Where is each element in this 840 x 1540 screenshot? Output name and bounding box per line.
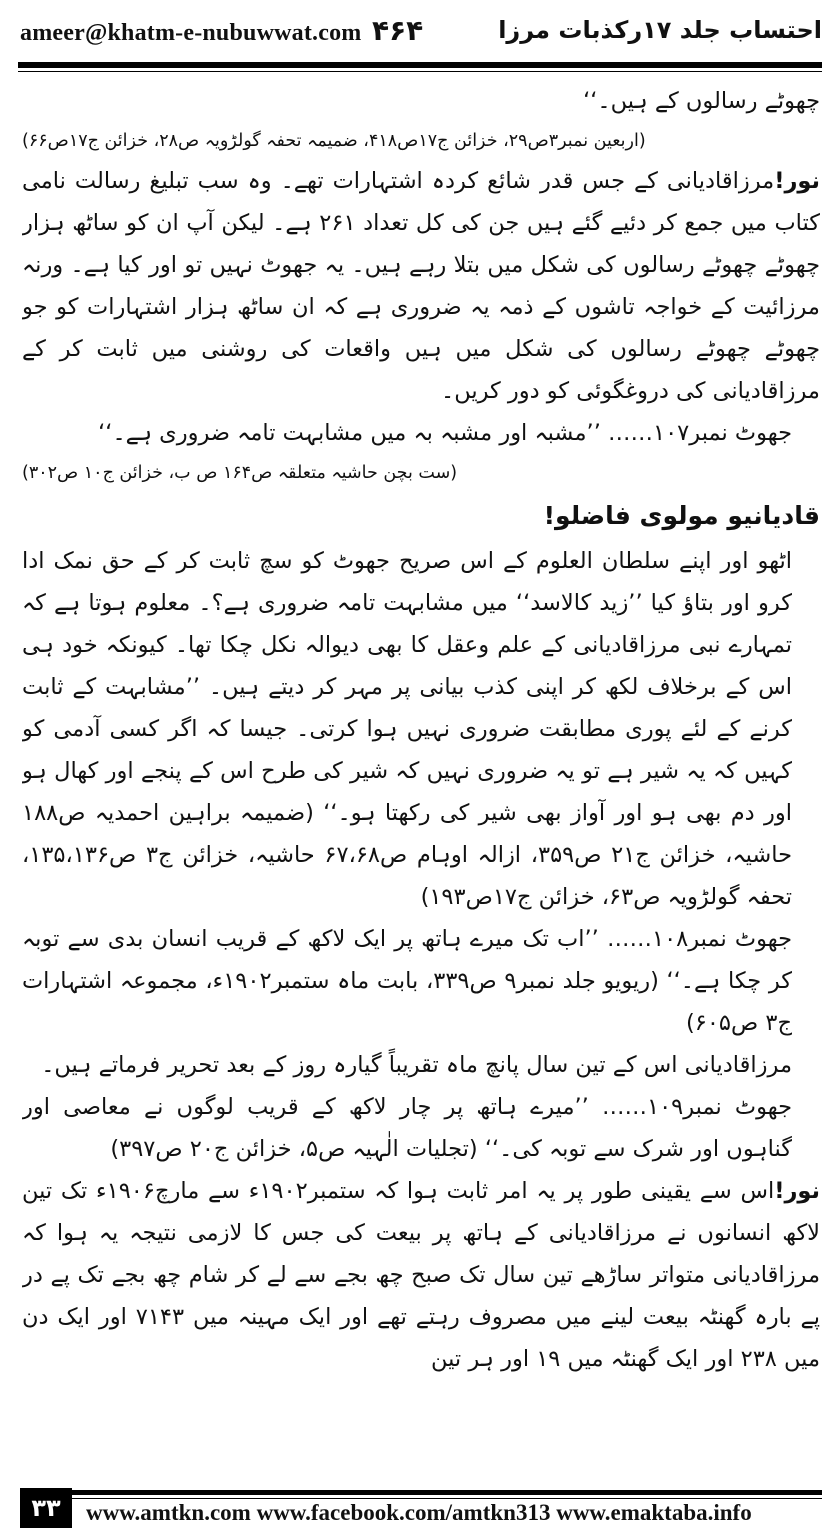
header-email: ameer@khatm-e-nubuwwat.com: [20, 20, 362, 46]
footer-page-number: ۳۳: [20, 1488, 72, 1528]
footer-rule-thin: [72, 1498, 822, 1499]
body-paragraph: [22, 412, 820, 454]
reference-citation: [22, 122, 820, 160]
page-body: [22, 80, 820, 1480]
paragraph-text: (ست بچن حاشیہ متعلقہ ص۱۶۴ ص ب، خزائن ج۱۰ ص۳۰۲): [22, 463, 458, 483]
page-header: [20, 8, 822, 60]
body-paragraph: [22, 80, 820, 122]
paragraph-text: مرزاقادیانی کے جس قدر شائع کردہ اشتہارات تھے۔ وہ سب تبلیغ رسالت نامی کتاب میں جمع کر دئیے گئے ہیں جن کی کل تعداد ۲۶۱ ہے۔ لیکن آپ ان کو ساٹھ ہزار چھوٹے چھوٹے رسالوں کی شکل میں بتلا رہے ہیں۔ یہ جھوٹ نہیں تو اور کیا ہے۔ ورنہ مرزائیت کے خواجہ تاشوں کے ذمہ یہ ضروری ہے کہ ان ساٹھ ہزار اشتہارات کو جو چھوٹے چھوٹے رسالوں کی شکل میں ہیں واقعات کی روشنی میں ثابت کر کے مرزاقادیانی کی دروغگوئی کو دور کریں۔: [22, 168, 820, 404]
paragraph-text: جھوٹ نمبر۱۰۷…… ’’مشبہ اور مشبہ بہ میں مشابہت تامہ ضروری ہے۔‘‘: [98, 420, 792, 446]
body-paragraph: [22, 540, 820, 918]
reference-citation: [22, 454, 820, 492]
header-page-number: ۴۶۴: [372, 14, 424, 47]
body-paragraph: [22, 160, 820, 412]
body-paragraph: [22, 1170, 820, 1380]
paragraph-text: چھوٹے رسالوں کے ہیں۔‘‘: [583, 88, 820, 114]
paragraph-text: جھوٹ نمبر۱۰۹…… ’’میرے ہاتھ پر چار لاکھ کے قریب لوگوں نے معاصی اور گناہوں اور شرک سے توبہ کی۔‘‘ (تجلیات الٰہیہ ص۵، خزائن ج۲۰ ص۳۹۷): [22, 1094, 792, 1162]
header-rule-thin: [18, 71, 822, 72]
lead-word: نور!: [774, 1178, 820, 1204]
header-rule-thick: [18, 62, 822, 68]
lead-word: نور!: [774, 168, 820, 194]
body-paragraph: [22, 1086, 820, 1170]
footer-website-links: www.amtkn.com www.facebook.com/amtkn313 www.emaktaba.info: [86, 1500, 752, 1525]
body-paragraph: [22, 918, 820, 1044]
paragraph-text: مرزاقادیانی اس کے تین سال پانچ ماہ تقریباً گیارہ روز کے بعد تحریر فرماتے ہیں۔: [41, 1052, 792, 1078]
paragraph-text: (اربعین نمبر۳ص۲۹، خزائن ج۱۷ص۴۱۸، ضمیمہ تحفہ گولڑویہ ص۲۸، خزائن ج۱۷ص۶۶): [22, 131, 646, 151]
body-paragraph: [22, 1044, 820, 1086]
paragraph-text: جھوٹ نمبر۱۰۸…… ’’اب تک میرے ہاتھ پر ایک لاکھ کے قریب انسان بدی سے توبہ کر چکا ہے۔‘‘ (ریویو جلد نمبر۹ ص۳۳۹، بابت ماہ ستمبر۱۹۰۲ء، مجموعہ اشتہارات ج۳ ص۶۰۵): [22, 926, 792, 1036]
section-heading: [22, 492, 820, 540]
header-book-title: احتساب جلد ۱۷رکذبات مرزا: [498, 16, 822, 44]
footer-rule-thick: [72, 1490, 822, 1495]
paragraph-text: قادیانیو مولوی فاضلو!: [543, 501, 820, 530]
paragraph-text: اٹھو اور اپنے سلطان العلوم کے اس صریح جھوٹ کو سچ ثابت کر کے حق نمک ادا کرو اور بتاؤ کیا ’’زید کالاسد‘‘ میں مشابہت تامہ ضروری ہے؟۔ معلوم ہوتا ہے کہ تمہارے نبی مرزاقادیانی کے علم وعقل کا بھی دیوالہ نکل چکا تھا۔ کیونکہ خود ہی اس کے برخلاف لکھ کر اپنی کذب بیانی پر مہر کر دیتے ہیں۔ ’’مشابہت کے ثابت کرنے کے لئے پوری مطابقت ضروری نہیں ہوا کرتی۔ جیسا کہ اگر کسی آدمی کو کہیں کہ یہ شیر ہے تو یہ ضروری نہیں کہ شیر کی طرح اس کے پنجے اور کھال ہو اور دم بھی ہو اور آواز بھی شیر کی رکھتا ہو۔‘‘ (ضمیمہ براہین احمدیہ ص۱۸۸ حاشیہ، خزائن ج۲۱ ص۳۵۹، ازالہ اوہام ص۶۷،۶۸ حاشیہ، خزائن ج۳ ص۱۳۵،۱۳۶، تحفہ گولڑویہ ص۶۳، خزائن ج۱۷ص۱۹۳): [22, 548, 793, 910]
paragraph-text: اس سے یقینی طور پر یہ امر ثابت ہوا کہ ستمبر۱۹۰۲ء سے مارچ۱۹۰۶ء تک تین لاکھ انسانوں نے مرزاقادیانی کے ہاتھ پر بیعت کی جس کا لازمی نتیجہ یہ ہوا کہ مرزاقادیانی متواتر ساڑھے تین سال تک صبح چھ بجے سے لے کر شام چھ بجے تک پے در پے بارہ گھنٹہ بیعت لینے میں مصروف رہتے تھے اور ایک مہینہ میں ۷۱۴۳ اور ایک دن میں ۲۳۸ اور ایک گھنٹہ میں ۱۹ اور ہر تین: [22, 1178, 820, 1372]
